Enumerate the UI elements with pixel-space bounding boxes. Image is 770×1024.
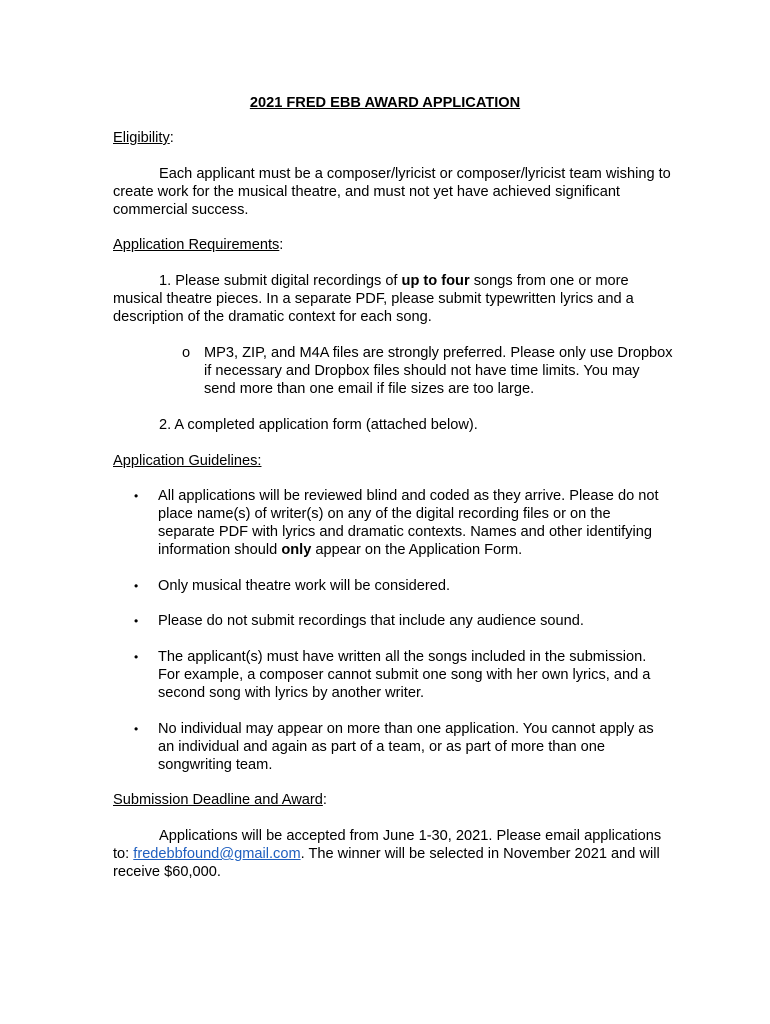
requirement-item-2: 2. A completed application form (attached below). [159, 417, 478, 433]
bullet-icon: • [134, 579, 139, 593]
sub-bullet-text: MP3, ZIP, and M4A files are strongly preferred. Please only use Dropbox if necessary and Dropbox files should not have time limits. You may send more than one email if file sizes are too large. [204, 345, 673, 397]
bullet-icon: • [134, 650, 139, 664]
guidelines-heading: Application Guidelines: [113, 453, 262, 469]
bullet-icon: • [134, 614, 139, 628]
eligibility-heading: Eligibility: [113, 130, 174, 146]
sub-bullet-marker: o [182, 345, 191, 361]
requirement-item-1: 1. Please submit digital recordings of up to four songs from one or more musical theatre pieces. In a separate PDF, please submit typewritten lyrics and a description of the dramatic context for each song. [113, 273, 634, 325]
bullet-icon: • [134, 489, 139, 503]
email-link[interactable]: fredebbfound@gmail.com [133, 846, 301, 862]
page-title: 2021 FRED EBB AWARD APPLICATION [249, 95, 521, 111]
eligibility-text: Each applicant must be a composer/lyricist or composer/lyricist team wishing to create work for the musical theatre, and must not yet have achieved significant commercial success. [113, 166, 671, 218]
deadline-text: Applications will be accepted from June 1-30, 2021. Please email applications to: fredebbfound@gmail.com. The winner will be selected in November 2021 and will receive $60,000. [113, 828, 662, 880]
bullet-icon: • [134, 722, 139, 736]
document-page: 2021 FRED EBB AWARD APPLICATION Eligibility: Each applicant must be a composer/lyricist or composer/lyricist team wishing to create work for the musical theatre, and must not yet have achieved significant commercial success. Application Requirements: 1. Please submit digital recordings of up to four songs from one or more musical theatre pieces. In a separate PDF, please submit typewritten lyrics and a description of the dramatic context for each song. o MP3, ZIP, and M4A files are strongly preferred. Please only use Dropbox if necessary and Dropbox files should not have time limits. You may send more than one email if file sizes are too large. 2. A completed application form (attached below). Application Guidelines: • All applications will be reviewed blind and coded as they arrive. Please do not place name(s) of writer(s) on any of the digital recording files or on the separate PDF with lyrics and dramatic contexts. Names and other identifying information should only appear on the Application Form. • Only musical theatre work will be considered. • Please do not submit recordings that include any audience sound. • The applicant(s) must have written all the songs included in the submission. For example, a composer cannot submit one song with her own lyrics, and a second song with lyrics by another writer. • No individual may appear on more than one application. You cannot apply as an individual and again as part of a team, or as part of more than one songwriting team. Submission Deadline and Award: Applications will be accepted from June 1-30, 2021. Please email applications to: fredebbfound@gmail.com. The winner will be selected in November 2021 and will receive $60,000. [0, 0, 770, 1024]
requirements-heading: Application Requirements: [113, 237, 284, 253]
deadline-heading: Submission Deadline and Award: [113, 792, 327, 808]
